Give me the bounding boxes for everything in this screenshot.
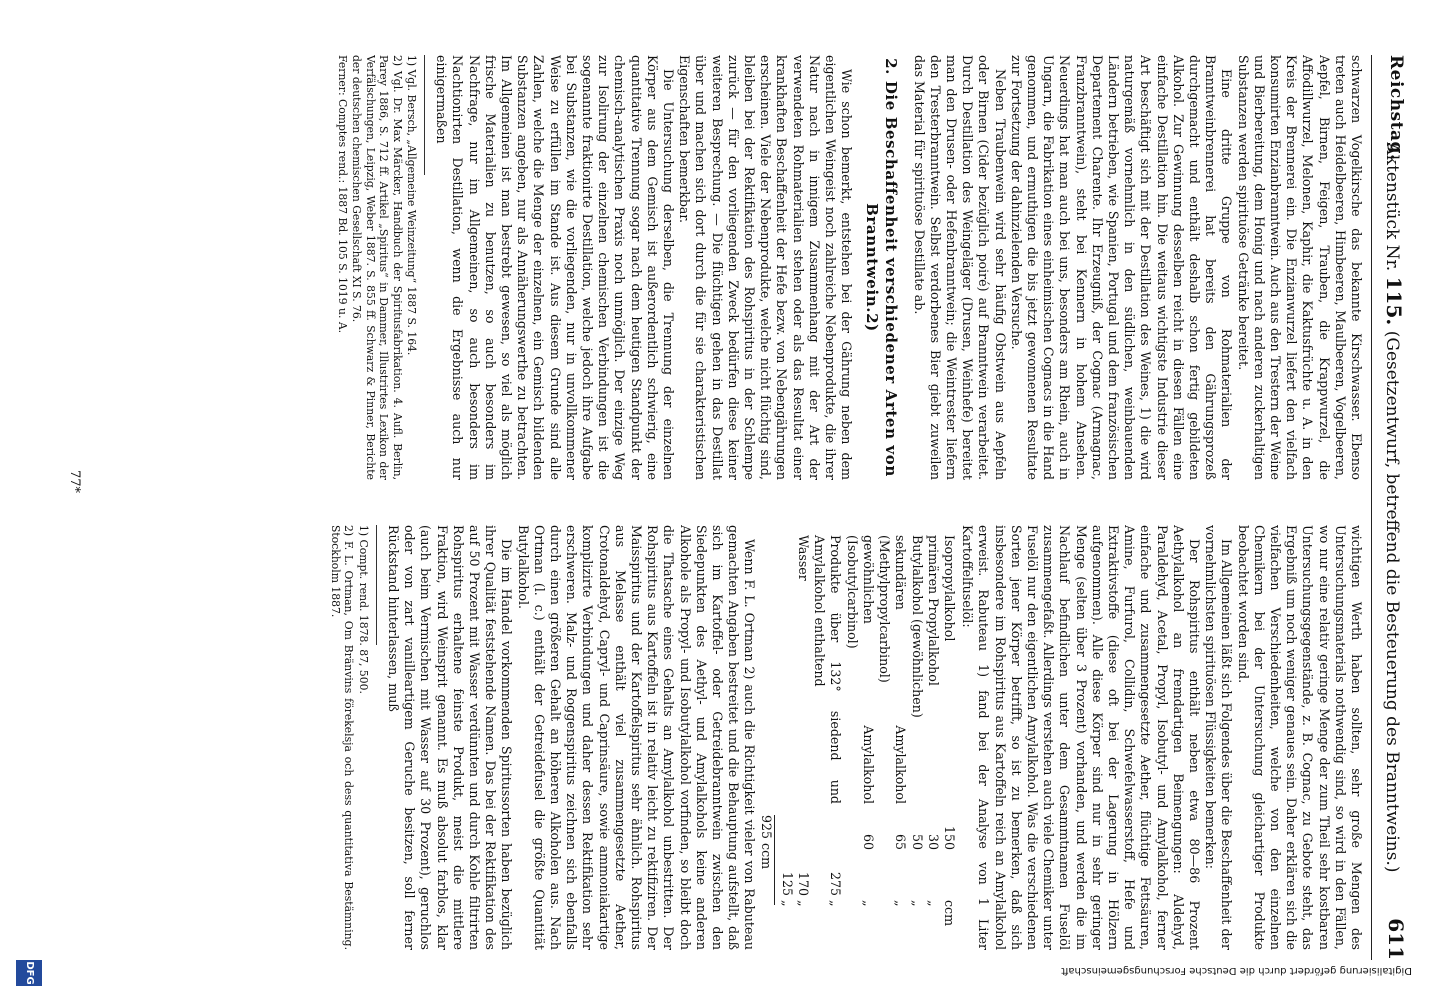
paragraph: schwarzen Vogelkirsche das bekannte Kirschwasser. Ebenso treten auch Heidelbeeren, Himbeeren, Maulbeeren, Vogelbeeren, Aepfel, Birnen, Feigen, Trauben, die Krappwurzel, die Affodillwurzel, Melonen, Kaphir, die Kaktusfrüchte u. A. in den Kreis der Brennerei ein. Die Enzianwurzel liefert den vielfach konsumirten Enzianbranntwein. Auch aus den Trestern der Weine und Bierbereitung, dem Honig und nach anderen zuckerhaltigen Substanzen werden spirituöse Getränke bereitet. [1235,55,1364,480]
sheet-signature: 77* [67,470,82,494]
table-sum: 925 ccm [758,815,774,870]
paragraph: Neben Traubenwein wird sehr häufig Obstwein aus Aepfeln oder Birnen (Cider bezüglich poiré) auf Branntwein verarbeitet. Durch Destillation des Weingeläger (Drusen, Weinhefe) bereitet man den Drusen- oder Hefenbranntwein; die Weintrester liefern den Tresterbranntwein. Selbst verdorbenes Bier giebt zuweilen das Material für spirituöse Destillate ab. [911,55,1008,480]
table-cell-unit: „ [860,900,876,907]
table-cell-v2 [876,852,908,898]
table-cell-label: primären Propylalkohol [925,535,941,686]
table-cell-v1: 60 [860,833,876,850]
table-cell-label: Produkte über 132° siedend und Amylalkohol enthaltend [812,535,844,804]
footnote: 2) F. L. Ortman, Om Bränvins förekelsja och dess quantitativa Bestämning. Stockholm 1887. [328,525,356,950]
digitization-text: Digitalisierung gefördert durch die Deutsche Forschungsgemeinschaft [1061,965,1412,976]
header-suffix: (Gesetzentwurf, betreffend die Besteuerung des Branntweins.) [1382,330,1402,873]
table-cell-v2 [941,852,957,898]
table-row [844,525,876,950]
footnote: 1) Compt. rend. 1878. 87, 500. [356,525,370,694]
table-cell-v1: 50 [909,833,925,850]
table-cell-v2: 125 [779,871,795,896]
table-cell-unit: „ [925,900,941,907]
paragraph: Wenn F. L. Ortman 2) auch die Richtigkeit vieler von Rabuteau gemachten Angaben bestreitet und die Behauptung aufstellt, daß sich im Kartoffel- oder Getreidebranntwein zwischen den Siedepunkten des Aethyl- und Amylalkohols keine anderen Alkohole als Propyl- und Isobutylalkohol vorfinden, so bleibt doch die Thatsache eines Gehalts an Amylalkohol unbestritten. Der Rohspiritus aus Kartoffeln ist in relativ leicht zu rektifiziren. Der Maisspiritus und der Kartoffelspiritus sehr ähnlich. Rohspiritus aus Melasse enthält viel zusammengesetzte Aether, Crotonaldehyd, Capryl- und Caprinsäure, sowie ammoniakartige komplizirte Verbindungen und daher dessen Rektifikation sehr erschweren. Malz- und Roggenspiritus zeichnen sich ebenfalls durch einen größeren Gehalt an höheren Alkoholen aus. Nach Ortman (l. c.) enthält der Getreidefusel die größte Quantität Butylalkohol. [515,525,758,950]
header-title [1382,55,1406,960]
table-cell-unit: „ [796,900,812,907]
table-cell-label: Butylalkohol (gewöhnlichen) [909,535,925,718]
footnotes [328,525,370,950]
table-cell-unit: „ [828,900,844,907]
header-left: Reichstag. [1386,55,1406,161]
footnote: 2) Vgl. Dr. Max Märcker, Handbuch der Spiritusfabrikation. 4. Aufl. Berlin, Parey 1886, S. 712 ff. Artikel „Spiritus“ in Dammer, Illustrirtes Lexikon der Verfälschungen, Leipzig, Weber 1887. S. 855 ff. Schwarz & Pinner, Berichte der deutschen chemischen Gesellschaft XI S. 76. [350,55,404,480]
table-cell-v2: 170 [796,871,812,896]
table-cell-unit: „ [779,900,795,907]
table-cell-v2 [925,852,941,898]
header-prefix: Aktenstück Nr. [1382,142,1402,272]
dfg-logo: DFG [16,960,42,986]
footnote: 1) Vgl. Bersch, „Allgemeine Weinzeitung“ 1887 S. 164. [405,55,419,356]
table-cell-unit: „ [893,900,909,907]
footnote: Ferner: Comptes rend.: 1887 Bd. 105 S. 1019 u. A. [335,55,349,334]
table-cell-label [779,525,795,806]
paragraph: wichtigen Werth haben sollten, sehr große Mengen des Untersuchungsmaterials nothwendig sind, so wird in den Fällen, wo nur eine relativ geringe Menge der zum Theil sehr kostbaren Untersuchungsgegenstände, z. B. Cognac, zu Gebote steht, das Ergebniß um noch weniger genaues sein. Daher erklären sich die vielfachen Verschiedenheiten, welche von den einzelnen Chemikern bei der Untersuchung gleichartiger Produkte beobachtet worden sind. [1235,525,1364,950]
table-cell-v2 [844,852,876,898]
table-cell-v2 [908,852,924,898]
table-cell-v1: 65 [893,833,909,850]
table-cell-v1 [779,806,795,852]
page-header [1371,55,1412,960]
table-cell-v1: 30 [925,833,941,850]
paragraph: Wie schon bemerkt, entstehen bei der Gährung neben dem eigentlichen Weingeist noch zahlreiche Nebenprodukte, die ihrer Natur nach in innigem Zusammenhang mit der Art der verwendeten Rohmaterialien stehen oder als das Resultat einer krankhaften Beschaffenheit der Hefe bezw. von Nebengährungen erscheinen. Viele der Nebenprodukte, welche nicht flüchtig sind, bleiben bei der Rektifikation des Rohspiritus in der Schlempe zurück — für den vorliegenden Zweck bedürfen diese keiner weiteren Besprechung. — Die flüchtigen gehen in das Destillat über und machen sich dort durch die für sie charakteristischen Eigenschaften bemerkbar. [677,55,855,480]
table-cell-label: sekundären Amylalkohol (Methylpropylcarbinol) [877,535,909,804]
paragraph: Im Allgemeinen läßt sich Folgendes über die Beschaffenheit der vornehmlichsten spirituösen Flüssigkeiten bemerken: [1203,525,1235,950]
table-row [795,525,811,950]
sum-rule [774,815,775,905]
footnotes [335,55,418,480]
table-cell-label: gewöhnlichen Amylalkohol (Isobutylcarbinol) [844,535,876,804]
table-cell-v2: 275 [828,871,844,896]
paragraph: Die Untersuchung derselben, die Trennung der einzelnen Körper aus dem Gemisch ist außerordentlich schwierig, eine quantitative Trennung sogar nach dem heutigen Standpunkt der chemisch-analytischen Praxis noch unmöglich. Der einzige Weg zur Isolirung der einzelnen chemischen Verbindungen ist die sogenannte fraktionirte Destillation, welche jedoch ihre Aufgabe bei Substanzen, wie die vorliegenden, nur in unvollkommener Weise zu erfüllen im Stande ist. Aus diesem Grunde sind alle Zahlen, welche die Menge der einzelnen, ein Gemisch bildenden Substanzen angeben, nur als Annäherungswerthe zu betrachten. Im Allgemeinen ist man bestrebt gewesen, so viel als möglich frische Materialien zu benutzen, so auch besonders im Nachfrage, nur im Allgemeinen, so auch besonders im Nachtionirten Destillation, wenn die Ergebnisse auch nur einigermaßen [434,55,677,480]
table-cell-unit: „ [909,900,925,907]
digitization-note [52,962,1412,982]
table-cell-unit: ccm [941,900,957,927]
header-number: 115. [1382,276,1406,326]
table-row [779,525,795,950]
fusel-oil-table [779,525,957,950]
table-cell-v1 [811,806,843,852]
paragraph: Der Rohspiritus enthält neben etwa 80—86 Prozent Aethylalkohol an fremdartigen Beimengungen: Aldehyd, Paraldehyd, Acetal, Propyl, Isobutyl- und Amylalkohol, ferner einfache und zusammengesetzte Aether, flüchtige Fettsäuren, Amine, Furfurol, Collidin, Schwefelwasserstoff, Hefe und Extraktivstoffe (diese oft bei der Lagerung in Hölzern aufgenommen). Alle diese Körper sind nur in sehr geringer Menge (selten über 3 Prozent) vorhanden, und werden die im Nachlauf befindlichen unter dem Gesammtnamen Fuselöl zusammengefaßt. Allerdings verstehen auch viele Chemiker unter Fuselöl nur den eigentlichen Amylalkohol. Was die verschiedenen Sorten jener Körper betrifft, so ist zu bemerken, daß sich insbesondere im Rohspiritus aus Kartoffeln reich an Amylalkohol erweist. Rabuteau 1) fand bei der Analyse von 1 Liter Kartoffelfuselöl: [960,525,1202,950]
paragraph: Die im Handel vorkommenden Spiritussorten haben bezüglich ihrer Qualität feststehende Namen. Das bei der Rektifikation des auf 50 Prozent mit Wasser verdünnten und durch Kohle filtrirten Rohspiritus erhaltene feinste Produkt, meist die mittlere Fraktion, wird Weinsprit genannt. Es muß absolut farblos, klar (auch beim Vermischen mit Wasser auf 30 Prozent), geruchlos oder von zart vanilleartigem Geruche besitzen, soll ferner Rückstand hinterlassen, muß [386,525,515,950]
left-column [124,55,1364,480]
table-row [876,525,908,950]
table-cell-v1 [795,806,811,852]
footnote-rule [424,55,425,175]
table-row [941,525,957,950]
table-cell-label: Wasser [796,535,812,581]
page-number: 611 [1384,918,1408,960]
right-column [124,525,1364,950]
footnote-rule [376,525,377,645]
table-row [908,525,924,950]
table-row [925,525,941,950]
table-cell-label: Isopropylalkohol [941,535,957,642]
paragraph: Eine dritte Gruppe von Rohmaterialien der Branntweinbrennerei hat bereits den Gährungsprozeß durchgemacht und enthält deshalb schon fertig gebildeten Alkohol. Zur Gewinnung desselben reicht in diesen Fällen eine einfache Destillation hin. Die weitaus wichtigste Industrie dieser Art beschäftigt sich mit der Destillation des Weines, 1) die wird naturgemäß vornehmlich in den südlichen, weinbauenden Ländern betrieben, wie Spanien, Portugal und dem französischen Departement Charente. Ihr Erzeugniß, der Cognac (Armagnac, Franzbranntwein), steht bei Kennern in hohem Ansehen. Neuerdings hat man auch bei uns, besonders am Rhein, auch in Ungarn, die Fabrikation eines einheimischen Cognacs in die Hand genommen, und ermuthigen die bis jetzt gewonnenen Resultate zur Fortsetzung der dahinzielenden Versuche. [1008,55,1235,480]
table-row [811,525,843,950]
table-cell-v1: 150 [941,825,957,850]
section-title: 2. Die Beschaffenheit verschiedener Arten von Branntwein.2) [863,58,901,477]
